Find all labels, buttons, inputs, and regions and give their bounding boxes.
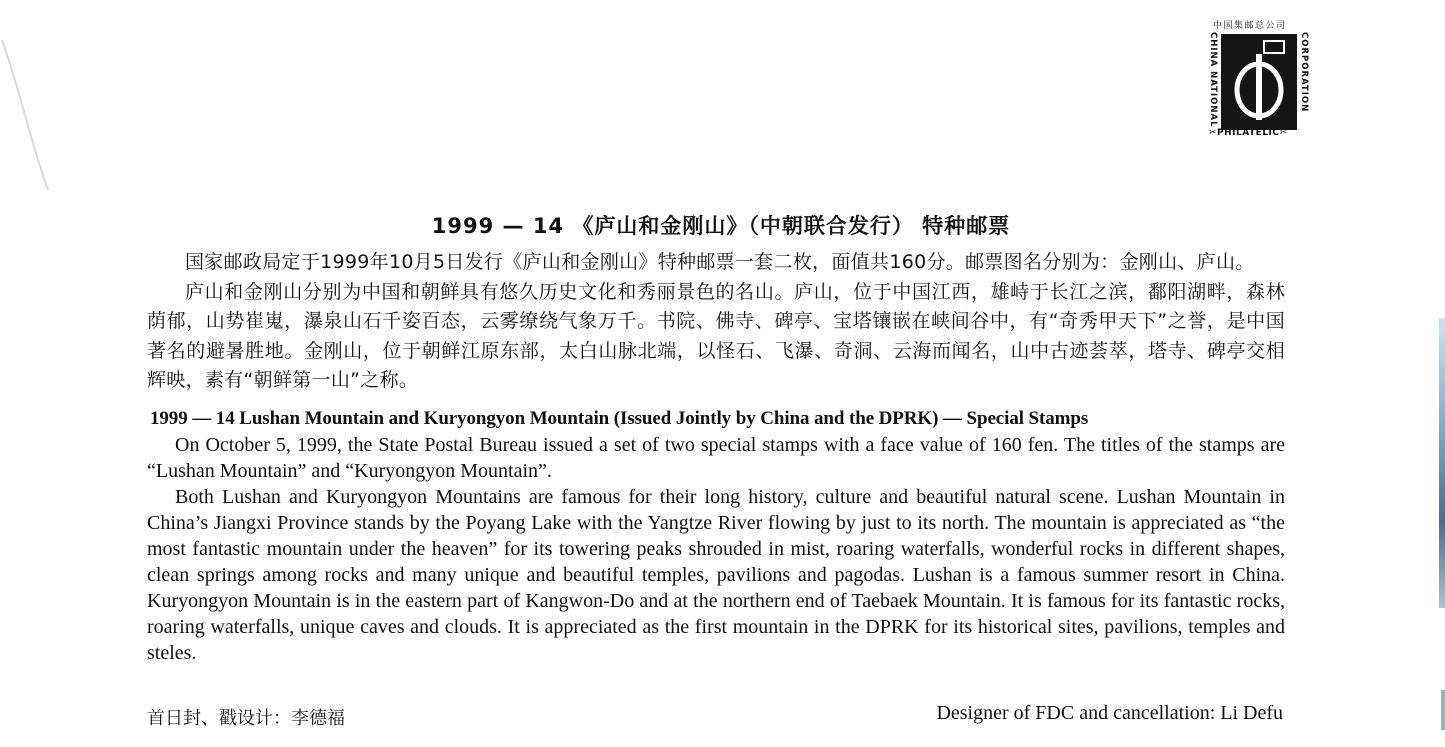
chinese-paragraph-1: 国家邮政局定于1999年10月5日发行《庐山和金刚山》特种邮票一套二枚，面值共160分。邮票图名分别为：金刚山、庐山。 <box>185 251 1255 273</box>
logo-left-text: CHINA NATIONAL <box>1208 32 1218 128</box>
philatelic-logo <box>1207 18 1309 144</box>
stamp-description <box>147 210 1285 666</box>
designer-credit-english: Designer of FDC and cancellation: Li Defu <box>936 702 1283 724</box>
logo-bottom-text: ✂PHILATELIC✂ <box>1209 128 1288 138</box>
stamp-edge-strip-lower <box>1441 690 1445 730</box>
chinese-paragraph-2: 庐山和金刚山分别为中国和朝鲜具有悠久历史文化和秀丽景色的名山。庐山，位于中国江西，雄峙于长江之滨，鄱阳湖畔，森林荫郁，山势崔嵬，瀑泉山石千姿百态，云雾缭绕气象万千。书院、佛寺、碑亭、宝塔镶嵌在峡间谷中，有“奇秀甲天下”之誉，是中国著名的避暑胜地。金刚山，位于朝鲜江原东部，太白山脉北端，以怪石、飞瀑、奇洞、云海而闻名，山中古迹荟萃，塔寺、碑亭交相辉映，素有“朝鲜第一山”之称。 <box>147 280 1285 391</box>
philatelic-corporation-logo-icon <box>1221 34 1297 130</box>
english-paragraph-1: On October 5, 1999, the State Postal Bureau issued a set of two special stamps with a face value of 160 fen. The titles of the stamps are “Lushan Mountain” and “Kuryongyon Mountain”. <box>147 433 1285 482</box>
logo-right-text: CORPORATION <box>1299 32 1309 113</box>
english-paragraph-2: Both Lushan and Kuryongyon Mountains are famous for their long history, culture and beautiful natural scene. Lushan Mountain in China’s Jiangxi Province stands by the Poyang Lake with the Yangtze River flowing by just to its north. The mountain is appreciated as “the most fantastic mountain under the heaven” for its towering peaks shrouded in mist, roaring waterfalls, wonderful rocks in different shapes, clean springs among rocks and many unique and beautiful temples, pavilions and pagodas. Lushan is a famous summer resort in China. Kuryongyon Mountain is in the eastern part of Kangwon-Do and at the northern end of Taebaek Mountain. It is famous for its fantastic rocks, roaring waterfalls, unique caves and clouds. It is appreciated as the first mountain in the DPRK for its historical sites, pavilions, temples and steles. <box>147 485 1285 664</box>
designer-credit-chinese: 首日封、戳设计：李德福 <box>147 708 345 729</box>
logo-chinese-text: 中国集邮总公司 <box>1213 21 1287 31</box>
stamp-edge-strip <box>1439 318 1445 608</box>
chinese-title: 1999 — 14 《庐山和金刚山》（中朝联合发行） 特种邮票 <box>431 214 1011 238</box>
envelope-flap-edge <box>0 0 60 200</box>
english-title: 1999 — 14 Lushan Mountain and Kuryongyon Mountain (Issued Jointly by China and the DPRK) — Special Stamps <box>150 407 1089 429</box>
